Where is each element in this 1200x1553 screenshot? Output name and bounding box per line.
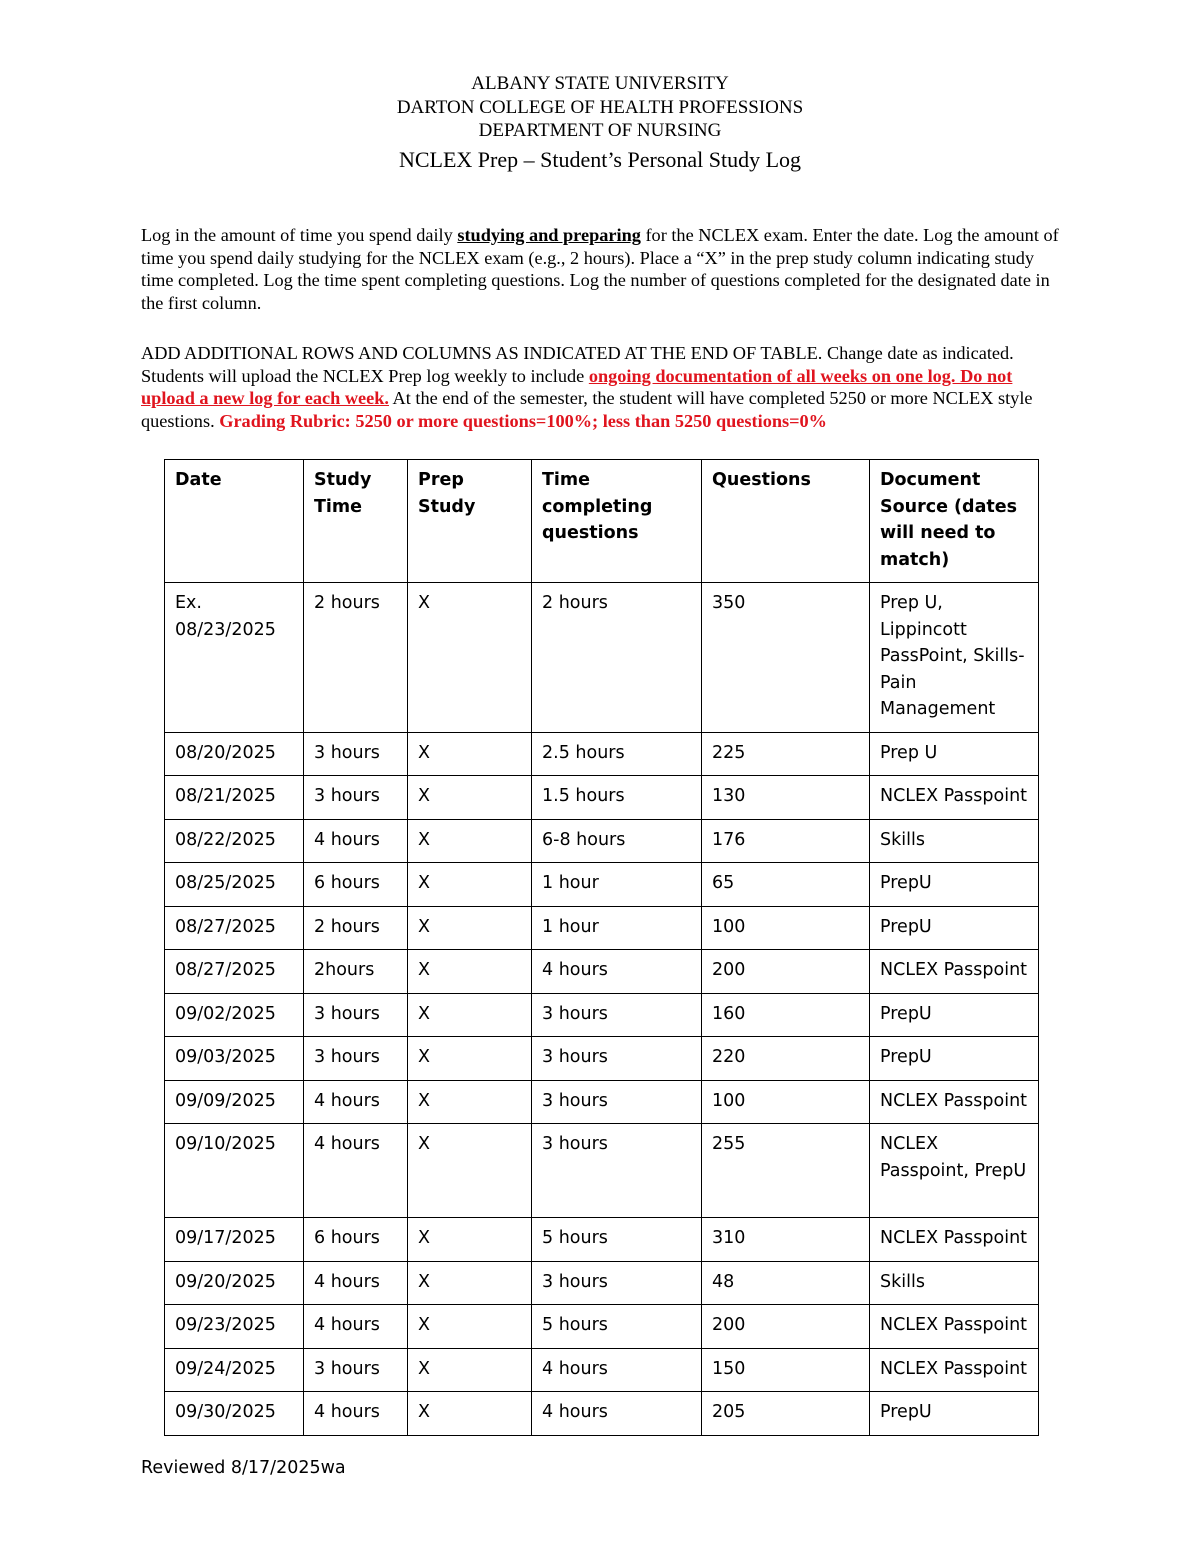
cell-study-time: 4 hours — [304, 1305, 408, 1349]
cell-source: NCLEX Passpoint — [870, 1305, 1039, 1349]
cell-date: 09/03/2025 — [165, 1037, 304, 1081]
cell-source: NCLEX Passpoint — [870, 1080, 1039, 1124]
table-row — [165, 863, 1039, 907]
instructions-p2-text: ADD ADDITIONAL ROWS AND COLUMNS AS INDICATED AT THE END OF TABLE. Change date as indicated. Students will upload the NCLEX Prep log weekly to include — [141, 343, 1014, 386]
cell-prep-study: X — [408, 1124, 532, 1218]
study-log-table — [164, 459, 1039, 1436]
cell-prep-study: X — [408, 863, 532, 907]
cell-questions: 100 — [702, 1080, 870, 1124]
cell-questions: 255 — [702, 1124, 870, 1218]
table-row — [165, 1080, 1039, 1124]
table-row — [165, 906, 1039, 950]
cell-date: 09/10/2025 — [165, 1124, 304, 1218]
cell-source: NCLEX Passpoint — [870, 1218, 1039, 1262]
cell-questions: 176 — [702, 819, 870, 863]
instructions-p1-text: Log in the amount of time you spend daily — [141, 225, 458, 245]
cell-study-time: 3 hours — [304, 776, 408, 820]
cell-time-questions: 2.5 hours — [532, 732, 702, 776]
table-row — [165, 1218, 1039, 1262]
cell-study-time: 4 hours — [304, 819, 408, 863]
cell-source: PrepU — [870, 863, 1039, 907]
instructions-paragraph-1 — [141, 224, 1066, 314]
cell-source: NCLEX Passpoint — [870, 1348, 1039, 1392]
cell-study-time: 3 hours — [304, 1348, 408, 1392]
cell-questions: 150 — [702, 1348, 870, 1392]
header-questions: Questions — [702, 460, 870, 583]
cell-study-time: 2 hours — [304, 906, 408, 950]
table-row — [165, 1261, 1039, 1305]
cell-date: 09/24/2025 — [165, 1348, 304, 1392]
cell-date: 09/30/2025 — [165, 1392, 304, 1436]
cell-time-questions: 3 hours — [532, 993, 702, 1037]
cell-prep-study: X — [408, 1261, 532, 1305]
instructions-p1-text-continued: for the NCLEX exam. Enter the date. Log the amount of time you spend daily studying for the NCLEX exam (e.g., 2 hours). Place a “X” in the prep study column indicating study time completed. Log the time spent completing questions. Log the number of questions completed for the designated date in the first column. — [141, 225, 1059, 313]
cell-source: PrepU — [870, 1392, 1039, 1436]
cell-study-time: 4 hours — [304, 1080, 408, 1124]
cell-study-time: 3 hours — [304, 1037, 408, 1081]
department-name: DEPARTMENT OF NURSING — [478, 120, 722, 141]
cell-time-questions: 6-8 hours — [532, 819, 702, 863]
cell-time-questions: 1 hour — [532, 906, 702, 950]
cell-source: Prep U — [870, 732, 1039, 776]
cell-questions: 65 — [702, 863, 870, 907]
table-row — [165, 1305, 1039, 1349]
cell-date: 09/17/2025 — [165, 1218, 304, 1262]
cell-questions: 200 — [702, 1305, 870, 1349]
cell-date: 09/20/2025 — [165, 1261, 304, 1305]
cell-source: PrepU — [870, 993, 1039, 1037]
cell-source: PrepU — [870, 906, 1039, 950]
example-date: 08/23/2025 — [175, 619, 276, 640]
cell-prep-study: X — [408, 583, 532, 733]
cell-prep-study: X — [408, 906, 532, 950]
header-study-time: Study Time — [304, 460, 408, 583]
cell-study-time: 2 hours — [304, 583, 408, 733]
table-row — [165, 776, 1039, 820]
cell-time-questions: 4 hours — [532, 1348, 702, 1392]
college-name: DARTON COLLEGE OF HEALTH PROFESSIONS — [396, 96, 804, 118]
cell-time-questions: 4 hours — [532, 950, 702, 994]
cell-time-questions: 3 hours — [532, 1261, 702, 1305]
header-prep-study: Prep Study — [408, 460, 532, 583]
cell-time-questions: 5 hours — [532, 1218, 702, 1262]
cell-time-questions: 3 hours — [532, 1124, 702, 1218]
header-date: Date — [165, 460, 304, 583]
cell-questions: 160 — [702, 993, 870, 1037]
table-row — [165, 1348, 1039, 1392]
cell-date — [165, 583, 304, 733]
table-row — [165, 950, 1039, 994]
cell-date: 09/23/2025 — [165, 1305, 304, 1349]
cell-questions: 48 — [702, 1261, 870, 1305]
cell-time-questions: 3 hours — [532, 1037, 702, 1081]
cell-date: 08/27/2025 — [165, 906, 304, 950]
cell-study-time: 3 hours — [304, 732, 408, 776]
cell-source: Prep U, Lippincott PassPoint, Skills-Pain Management — [870, 583, 1039, 733]
cell-questions: 350 — [702, 583, 870, 733]
cell-time-questions: 3 hours — [532, 1080, 702, 1124]
university-name: ALBANY STATE UNIVERSITY — [471, 73, 729, 94]
table-row — [165, 1392, 1039, 1436]
cell-study-time: 6 hours — [304, 863, 408, 907]
cell-source: NCLEX Passpoint — [870, 950, 1039, 994]
cell-source: PrepU — [870, 1037, 1039, 1081]
cell-questions: 220 — [702, 1037, 870, 1081]
cell-prep-study: X — [408, 993, 532, 1037]
cell-time-questions: 4 hours — [532, 1392, 702, 1436]
cell-questions: 225 — [702, 732, 870, 776]
cell-prep-study: X — [408, 950, 532, 994]
cell-time-questions: 5 hours — [532, 1305, 702, 1349]
grading-rubric: Grading Rubric: 5250 or more questions=100%; less than 5250 questions=0% — [219, 410, 827, 431]
cell-study-time: 2hours — [304, 950, 408, 994]
cell-date: 08/25/2025 — [165, 863, 304, 907]
reviewed-footer: Reviewed 8/17/2025wa — [141, 1458, 346, 1478]
cell-prep-study: X — [408, 1348, 532, 1392]
cell-prep-study: X — [408, 1080, 532, 1124]
document-header — [0, 72, 1200, 175]
cell-date: 08/21/2025 — [165, 776, 304, 820]
cell-study-time: 3 hours — [304, 993, 408, 1037]
table-row — [165, 1124, 1039, 1218]
cell-study-time: 4 hours — [304, 1261, 408, 1305]
instructions-p2-red-underlined: ongoing documentation of all weeks on one log. Do not upload a new log for each week. — [141, 365, 1013, 409]
cell-prep-study: X — [408, 819, 532, 863]
cell-study-time: 4 hours — [304, 1124, 408, 1218]
cell-questions: 310 — [702, 1218, 870, 1262]
table-row — [165, 993, 1039, 1037]
cell-questions: 100 — [702, 906, 870, 950]
cell-questions: 130 — [702, 776, 870, 820]
cell-date: 09/09/2025 — [165, 1080, 304, 1124]
cell-date: 09/02/2025 — [165, 993, 304, 1037]
cell-prep-study: X — [408, 1037, 532, 1081]
cell-source: NCLEX Passpoint — [870, 776, 1039, 820]
cell-date: 08/20/2025 — [165, 732, 304, 776]
cell-prep-study: X — [408, 1392, 532, 1436]
table-row — [165, 1037, 1039, 1081]
cell-prep-study: X — [408, 776, 532, 820]
cell-study-time: 6 hours — [304, 1218, 408, 1262]
instructions-paragraph-2 — [141, 342, 1066, 432]
example-row — [165, 583, 1039, 733]
instructions-p1-emphasis: studying and preparing — [457, 225, 641, 245]
table-row — [165, 732, 1039, 776]
cell-study-time: 4 hours — [304, 1392, 408, 1436]
cell-time-questions: 1.5 hours — [532, 776, 702, 820]
cell-time-questions: 2 hours — [532, 583, 702, 733]
cell-prep-study: X — [408, 1218, 532, 1262]
example-label: Ex. — [175, 593, 202, 613]
cell-prep-study: X — [408, 732, 532, 776]
document-title: NCLEX Prep – Student’s Personal Study Log — [398, 146, 802, 172]
cell-questions: 205 — [702, 1392, 870, 1436]
cell-source: Skills — [870, 819, 1039, 863]
table-row — [165, 819, 1039, 863]
cell-date: 08/22/2025 — [165, 819, 304, 863]
cell-questions: 200 — [702, 950, 870, 994]
instructions-p2-text-middle: At the end of the semester, the student will have completed 5250 or more NCLEX style questions. — [141, 388, 1033, 431]
header-time-completing-questions: Time completing questions — [532, 460, 702, 583]
cell-prep-study: X — [408, 1305, 532, 1349]
cell-source: Skills — [870, 1261, 1039, 1305]
cell-time-questions: 1 hour — [532, 863, 702, 907]
cell-date: 08/27/2025 — [165, 950, 304, 994]
table-header-row — [165, 460, 1039, 583]
cell-source: NCLEX Passpoint, PrepU — [870, 1124, 1039, 1218]
header-document-source: Document Source (dates will need to match) — [870, 460, 1039, 583]
